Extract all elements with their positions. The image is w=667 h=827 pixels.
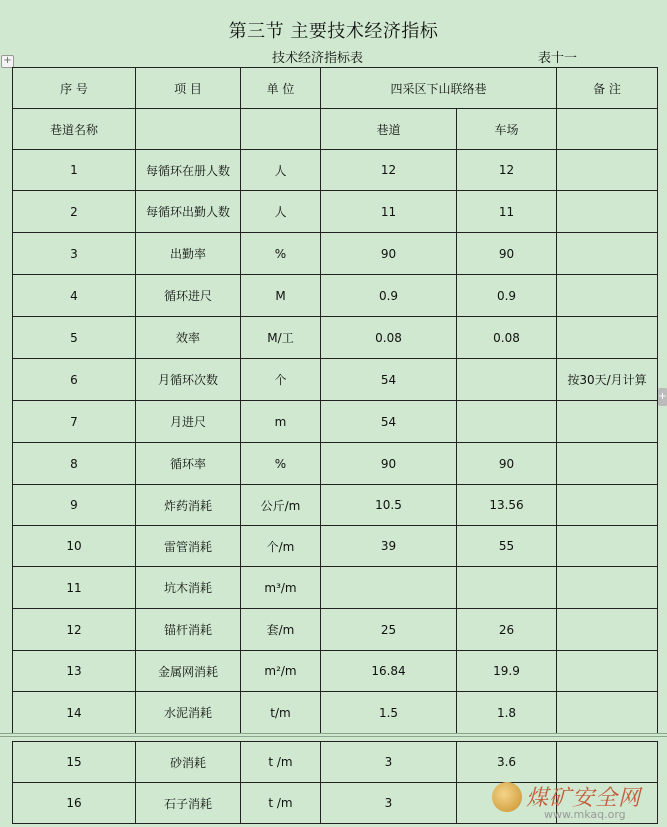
- row-yard-value: 3.6: [457, 742, 557, 783]
- table-move-handle-icon[interactable]: +: [1, 55, 14, 68]
- row-number: 14: [13, 692, 136, 734]
- table-caption: 技术经济指标表: [272, 51, 364, 66]
- row-unit: m³/m: [241, 567, 321, 609]
- row-item: 石子消耗: [136, 783, 241, 824]
- table-row: [13, 692, 658, 734]
- row-yard-value: 1.8: [457, 692, 557, 734]
- row-yard-value: [457, 567, 557, 609]
- row-yard-value: 0.08: [457, 317, 557, 359]
- row-unit: 套/m: [241, 609, 321, 651]
- row-yard-value: 90: [457, 233, 557, 275]
- row-roadway-value: [321, 567, 457, 609]
- row-number: 5: [13, 317, 136, 359]
- row-item: 锚杆消耗: [136, 609, 241, 651]
- row-roadway-value: 16.84: [321, 651, 457, 692]
- subheader-yard: 车场: [457, 109, 557, 150]
- row-unit: %: [241, 233, 321, 275]
- row-item: 水泥消耗: [136, 692, 241, 734]
- row-item: 循环率: [136, 443, 241, 485]
- row-yard-value: 11: [457, 191, 557, 233]
- row-unit: m: [241, 401, 321, 443]
- row-unit: m²/m: [241, 651, 321, 692]
- row-number: 11: [13, 567, 136, 609]
- table-row: [13, 275, 658, 317]
- subheader-empty: [241, 109, 321, 150]
- row-yard-value: 55: [457, 526, 557, 567]
- header-item: 项 目: [136, 68, 241, 109]
- table-subheader-row: [13, 109, 658, 150]
- row-roadway-value: 3: [321, 742, 457, 783]
- row-item: 每循环在册人数: [136, 150, 241, 191]
- row-yard-value: 12: [457, 150, 557, 191]
- row-yard-value: [457, 359, 557, 401]
- row-number: 1: [13, 150, 136, 191]
- row-item: 砂消耗: [136, 742, 241, 783]
- row-unit: t /m: [241, 742, 321, 783]
- row-item: 每循环出勤人数: [136, 191, 241, 233]
- row-item: 雷管消耗: [136, 526, 241, 567]
- table-row: [13, 233, 658, 275]
- row-item: 出勤率: [136, 233, 241, 275]
- header-remark: 备 注: [557, 68, 658, 109]
- row-yard-value: 0.9: [457, 275, 557, 317]
- row-remark: 按30天/月计算: [557, 359, 658, 401]
- mountain-logo-icon: [492, 782, 522, 812]
- subheader-name: 巷道名称: [13, 109, 136, 150]
- row-unit: 人: [241, 150, 321, 191]
- subheader-empty: [136, 109, 241, 150]
- row-roadway-value: 39: [321, 526, 457, 567]
- row-roadway-value: 90: [321, 443, 457, 485]
- row-remark: [557, 692, 658, 734]
- indicator-table: [12, 67, 658, 734]
- row-remark: [557, 526, 658, 567]
- row-yard-value: 26: [457, 609, 557, 651]
- row-unit: M/工: [241, 317, 321, 359]
- table-row: [13, 651, 658, 692]
- row-number: 6: [13, 359, 136, 401]
- subheader-empty: [557, 109, 658, 150]
- row-remark: [557, 609, 658, 651]
- subheader-roadway: 巷道: [321, 109, 457, 150]
- row-roadway-value: 10.5: [321, 485, 457, 526]
- row-unit: t/m: [241, 692, 321, 734]
- table-number: 表十一: [538, 51, 578, 66]
- watermark-text: 煤矿安全网: [526, 786, 642, 811]
- section-title: 第三节 主要技术经济指标: [228, 21, 439, 42]
- row-item: 月循环次数: [136, 359, 241, 401]
- row-item: 效率: [136, 317, 241, 359]
- row-remark: [557, 317, 658, 359]
- row-unit: 个: [241, 359, 321, 401]
- row-roadway-value: 0.08: [321, 317, 457, 359]
- row-remark: [557, 485, 658, 526]
- row-yard-value: [457, 401, 557, 443]
- row-roadway-value: 25: [321, 609, 457, 651]
- row-item: 金属网消耗: [136, 651, 241, 692]
- table-header-row: [13, 68, 658, 109]
- row-remark: [557, 191, 658, 233]
- row-number: 3: [13, 233, 136, 275]
- header-group: 四采区下山联络巷: [321, 68, 557, 109]
- row-remark: [557, 651, 658, 692]
- table-row: [13, 150, 658, 191]
- row-yard-value: 13.56: [457, 485, 557, 526]
- row-remark: [557, 567, 658, 609]
- row-yard-value: 19.9: [457, 651, 557, 692]
- row-number: 4: [13, 275, 136, 317]
- table-row: [13, 742, 658, 783]
- row-unit: %: [241, 443, 321, 485]
- table-row: [13, 317, 658, 359]
- row-item: 坑木消耗: [136, 567, 241, 609]
- row-roadway-value: 54: [321, 401, 457, 443]
- row-item: 月进尺: [136, 401, 241, 443]
- row-remark: [557, 150, 658, 191]
- table-row: [13, 526, 658, 567]
- watermark-logo: [492, 778, 662, 824]
- row-number: 10: [13, 526, 136, 567]
- row-unit: 公斤/m: [241, 485, 321, 526]
- row-number: 13: [13, 651, 136, 692]
- row-roadway-value: 54: [321, 359, 457, 401]
- row-roadway-value: 11: [321, 191, 457, 233]
- table-row: [13, 609, 658, 651]
- row-yard-value: 90: [457, 443, 557, 485]
- table-row: [13, 359, 658, 401]
- row-remark: [557, 443, 658, 485]
- table-add-column-icon[interactable]: +: [658, 388, 667, 406]
- table-row: [13, 567, 658, 609]
- row-remark: [557, 233, 658, 275]
- row-remark: [557, 275, 658, 317]
- row-number: 12: [13, 609, 136, 651]
- row-roadway-value: 12: [321, 150, 457, 191]
- row-number: 2: [13, 191, 136, 233]
- table-row: [13, 191, 658, 233]
- row-roadway-value: 1.5: [321, 692, 457, 734]
- row-number: 7: [13, 401, 136, 443]
- row-roadway-value: 90: [321, 233, 457, 275]
- header-seq: 序 号: [13, 68, 136, 109]
- row-unit: M: [241, 275, 321, 317]
- row-unit: 个/m: [241, 526, 321, 567]
- row-number: 9: [13, 485, 136, 526]
- row-number: 15: [13, 742, 136, 783]
- row-item: 炸药消耗: [136, 485, 241, 526]
- row-number: 8: [13, 443, 136, 485]
- row-number: 16: [13, 783, 136, 824]
- row-unit: t /m: [241, 783, 321, 824]
- row-roadway-value: 0.9: [321, 275, 457, 317]
- watermark-url: www.mkaq.org: [544, 808, 626, 821]
- row-item: 循环进尺: [136, 275, 241, 317]
- page-break-divider: [0, 733, 667, 737]
- row-roadway-value: 3: [321, 783, 457, 824]
- table-row: [13, 401, 658, 443]
- table-row: [13, 443, 658, 485]
- row-remark: [557, 742, 658, 783]
- table-row: [13, 485, 658, 526]
- row-remark: [557, 401, 658, 443]
- row-unit: 人: [241, 191, 321, 233]
- header-unit: 单 位: [241, 68, 321, 109]
